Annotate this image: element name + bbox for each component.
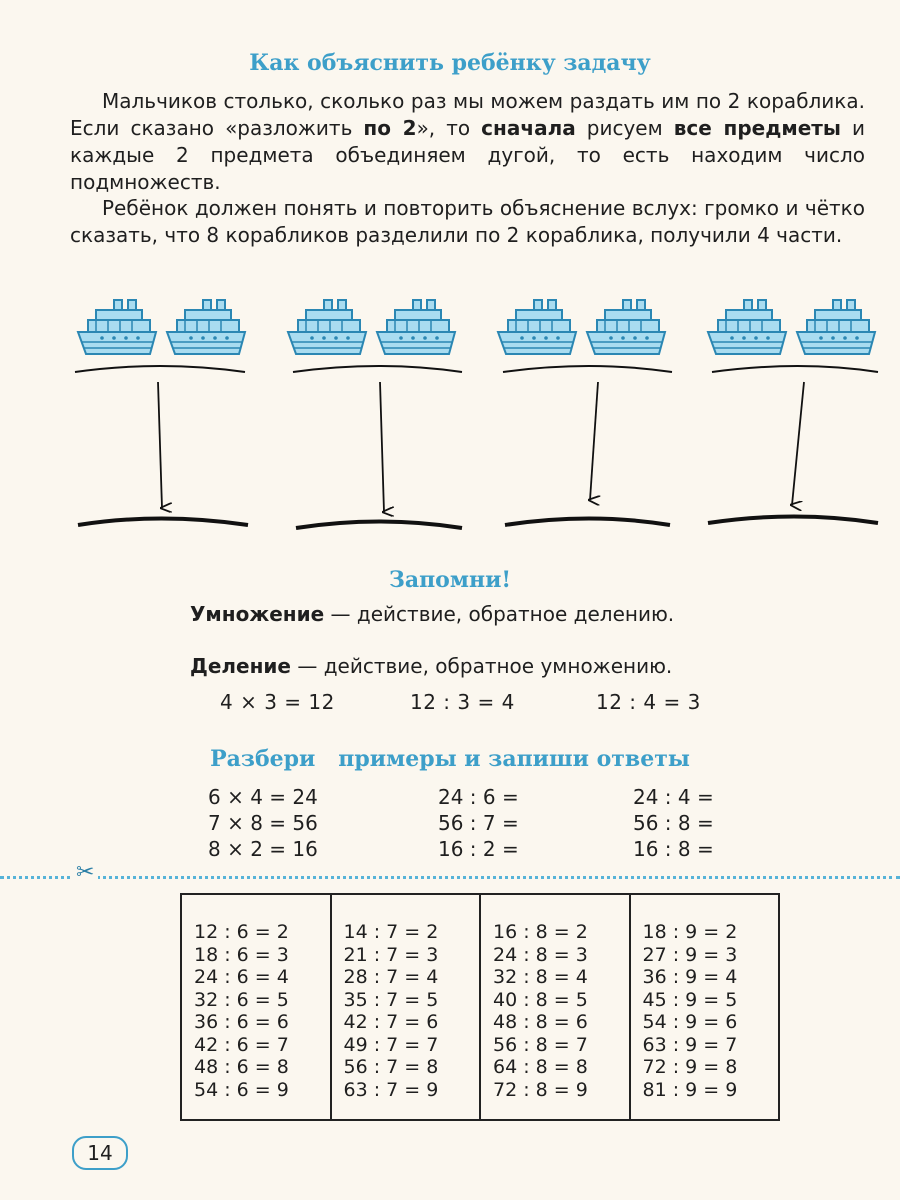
table-cell: 45 : 9 = 5 — [642, 988, 738, 1011]
table-cell: 72 : 8 = 9 — [493, 1078, 588, 1101]
ship-icon — [587, 300, 665, 354]
rule-term: Умножение — [190, 602, 325, 626]
para-text: и каждые 2 предмета объединяем дугой, то есть находим число подмножеств. — [70, 116, 866, 194]
division-table-column-7 — [332, 895, 482, 1119]
ship-icon — [78, 300, 156, 354]
ship-group-3 — [498, 300, 672, 525]
table-cell: 27 : 9 = 3 — [642, 943, 738, 966]
table-cell: 42 : 6 = 7 — [194, 1033, 289, 1056]
para-text: рисуем — [575, 116, 674, 140]
ship-icon — [498, 300, 576, 354]
table-cell: 32 : 8 = 4 — [493, 966, 588, 988]
exercise-item: 7 × 8 = 56 — [208, 811, 318, 835]
exercise-item: 6 × 4 = 24 — [208, 785, 318, 809]
ships-division-illustration — [0, 290, 900, 550]
table-cell: 56 : 8 = 7 — [493, 1033, 588, 1056]
table-cell: 24 : 8 = 3 — [493, 943, 588, 966]
ship-icon — [288, 300, 366, 354]
ship-icon — [797, 300, 875, 354]
exercise-item: 56 : 8 = — [633, 811, 714, 835]
rule-text: — действие, обратное делению. — [324, 602, 675, 626]
cut-line-divider — [0, 876, 900, 879]
division-table — [180, 893, 780, 1121]
table-cell: 63 : 9 = 7 — [642, 1033, 738, 1056]
ship-icon — [167, 300, 245, 354]
table-cell: 14 : 7 = 2 — [343, 921, 439, 943]
remember-heading: Запомни! — [388, 567, 512, 593]
exercise-item: 8 × 2 = 16 — [208, 837, 318, 861]
exercise-item: 24 : 4 = — [633, 785, 714, 809]
table-cell: 72 : 9 = 8 — [642, 1056, 738, 1078]
table-cell: 24 : 6 = 4 — [194, 966, 289, 988]
para-bold: сначала — [481, 116, 576, 140]
exercise-item: 56 : 7 = — [438, 811, 519, 835]
table-cell: 21 : 7 = 3 — [343, 943, 439, 966]
table-cell: 36 : 9 = 4 — [642, 966, 738, 988]
para-text: Мальчиков столько, сколько раз мы можем раздать им по 2 кораблика. Если сказано «разложить — [70, 89, 865, 140]
equation: 12 : 4 = 3 — [596, 690, 701, 714]
scissors-icon: ✂ — [72, 860, 98, 885]
page-number: 14 — [72, 1136, 128, 1170]
exercise-column-1 — [208, 784, 318, 862]
table-cell: 18 : 9 = 2 — [642, 921, 738, 943]
exercise-item: 24 : 6 = — [438, 785, 519, 809]
table-cell: 56 : 7 = 8 — [343, 1056, 439, 1078]
rule-term: Деление — [190, 654, 291, 678]
ship-icon — [708, 300, 786, 354]
division-table-column-9 — [631, 895, 779, 1119]
table-cell: 18 : 6 = 3 — [194, 943, 289, 966]
table-cell: 12 : 6 = 2 — [194, 921, 289, 943]
table-cell: 40 : 8 = 5 — [493, 988, 588, 1011]
ship-group-1 — [75, 300, 248, 525]
table-cell: 42 : 7 = 6 — [343, 1011, 439, 1033]
table-cell: 48 : 8 = 6 — [493, 1011, 588, 1033]
explanation-paragraph-2 — [70, 195, 865, 249]
table-cell: 81 : 9 = 9 — [642, 1078, 738, 1101]
para-text: », то — [416, 116, 482, 140]
rule-text: — действие, обратное умножению. — [291, 654, 673, 678]
exercise-column-2 — [438, 784, 519, 862]
para-bold: все предметы — [673, 116, 841, 140]
table-cell: 32 : 6 = 5 — [194, 988, 289, 1011]
table-cell: 28 : 7 = 4 — [343, 966, 439, 988]
ship-group-2 — [288, 300, 462, 528]
division-table-column-8 — [481, 895, 631, 1119]
exercise-item: 16 : 2 = — [438, 837, 519, 861]
exercise-heading: Разбери примеры и запиши ответы — [210, 746, 690, 772]
table-cell: 54 : 6 = 9 — [194, 1078, 289, 1101]
table-cell: 35 : 7 = 5 — [343, 988, 439, 1011]
rule-multiplication — [190, 601, 900, 627]
table-cell: 48 : 6 = 8 — [194, 1056, 289, 1078]
para-text: Ребёнок должен понять и повторить объяснение вслух: громко и чётко сказать, что 8 корабликов разделили по 2 кораблика, получили 4 части. — [70, 196, 865, 247]
equation: 4 × 3 = 12 — [220, 690, 335, 714]
equation: 12 : 3 = 4 — [410, 690, 515, 714]
ship-group-4 — [708, 300, 878, 523]
division-table-column-6 — [182, 895, 332, 1119]
explanation-paragraph — [70, 88, 865, 196]
exercise-column-3 — [633, 784, 714, 862]
table-cell: 54 : 9 = 6 — [642, 1011, 738, 1033]
exercise-item: 16 : 8 = — [633, 837, 714, 861]
rule-division — [190, 653, 900, 679]
para-bold: по 2 — [363, 116, 417, 140]
table-cell: 49 : 7 = 7 — [343, 1033, 439, 1056]
table-cell: 16 : 8 = 2 — [493, 921, 588, 943]
table-cell: 36 : 6 = 6 — [194, 1011, 289, 1033]
table-cell: 63 : 7 = 9 — [343, 1078, 439, 1101]
page-title: Как объяснить ребёнку задачу — [249, 50, 651, 76]
table-cell: 64 : 8 = 8 — [493, 1056, 588, 1078]
ship-icon — [377, 300, 455, 354]
